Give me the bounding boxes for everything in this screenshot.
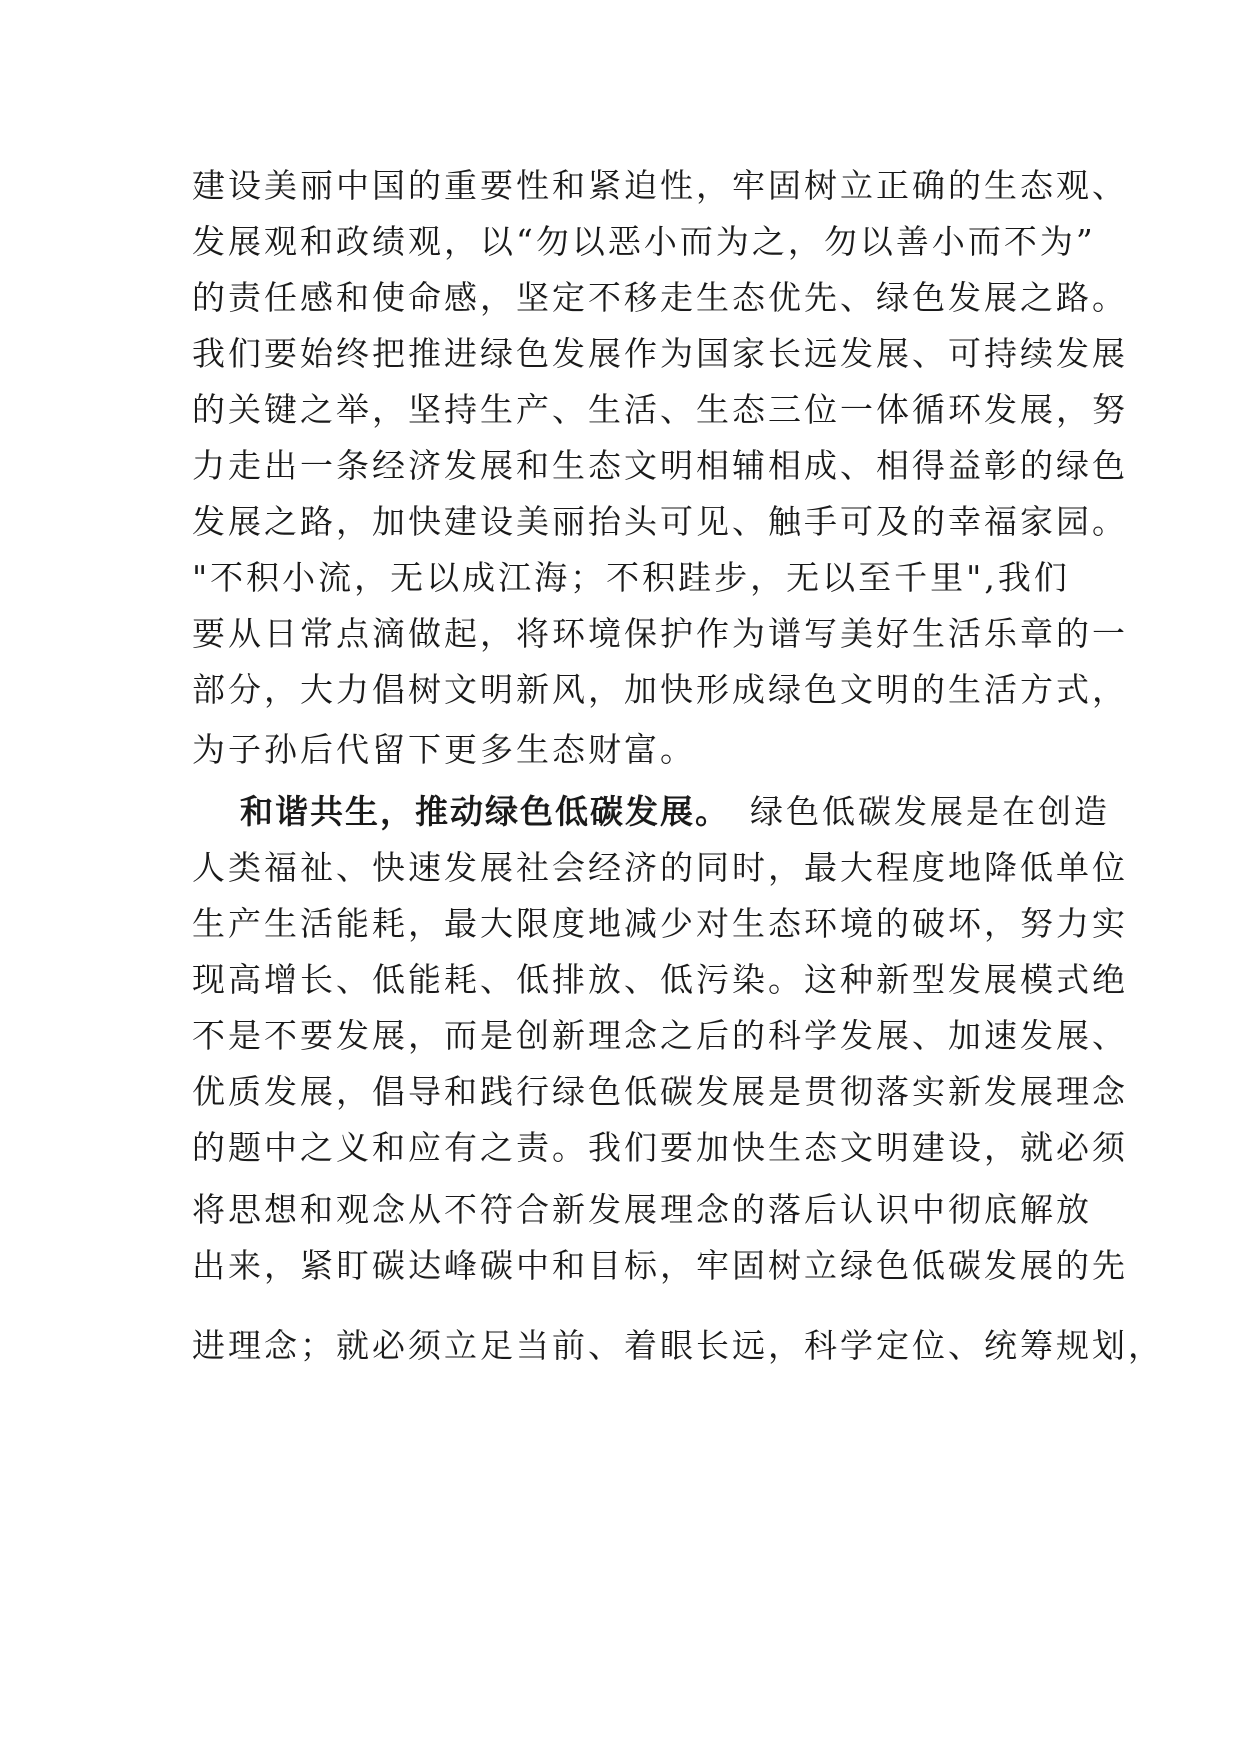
paragraph2-first-line-text: 绿色低碳发展是在创造 <box>750 792 1110 831</box>
paragraph1-line-10: 部分，大力倡树文明新风，加快形成绿色文明的生活方式， <box>192 670 1128 709</box>
paragraph2-line-7: 的题中之义和应有之责。我们要加快生态文明建设，就必须 <box>192 1128 1128 1167</box>
paragraph1-line-8: "不积小流，无以成江海；不积跬步，无以至千里",我们 <box>192 558 1070 597</box>
paragraph2-line-2: 人类福祉、快速发展社会经济的同时，最大程度地降低单位 <box>192 848 1128 887</box>
paragraph1-line-7: 发展之路，加快建设美丽抬头可见、触手可及的幸福家园。 <box>192 502 1128 541</box>
paragraph1-line-3: 的责任感和使命感，坚定不移走生态优先、绿色发展之路。 <box>192 278 1128 317</box>
paragraph2-first-line <box>240 792 1110 832</box>
paragraph1-line-6: 力走出一条经济发展和生态文明相辅相成、相得益彰的绿色 <box>192 446 1128 485</box>
paragraph1-line-11: 为子孙后代留下更多生态财富。 <box>192 730 696 769</box>
paragraph2-line-3: 生产生活能耗，最大限度地减少对生态环境的破坏，努力实 <box>192 904 1128 943</box>
paragraph2-line-10: 进理念；就必须立足当前、着眼长远，科学定位、统筹规划， <box>192 1326 1164 1365</box>
paragraph2-line-4: 现高增长、低能耗、低排放、低污染。这种新型发展模式绝 <box>192 960 1128 999</box>
paragraph2-line-5: 不是不要发展，而是创新理念之后的科学发展、加速发展、 <box>192 1016 1128 1055</box>
paragraph1-line-1: 建设美丽中国的重要性和紧迫性，牢固树立正确的生态观、 <box>192 166 1128 205</box>
paragraph2-line-9: 出来，紧盯碳达峰碳中和目标，牢固树立绿色低碳发展的先 <box>192 1246 1128 1285</box>
paragraph1-line-9: 要从日常点滴做起，将环境保护作为谱写美好生活乐章的一 <box>192 614 1128 653</box>
paragraph1-line-2: 发展观和政绩观，以“勿以恶小而为之，勿以善小而不为” <box>192 222 1096 261</box>
paragraph1-line-4: 我们要始终把推进绿色发展作为国家长远发展、可持续发展 <box>192 334 1128 373</box>
paragraph2-heading: 和谐共生，推动绿色低碳发展。 <box>240 792 730 831</box>
paragraph2-line-8: 将思想和观念从不符合新发展理念的落后认识中彻底解放 <box>192 1190 1092 1229</box>
paragraph1-line-5: 的关键之举，坚持生产、生活、生态三位一体循环发展，努 <box>192 390 1128 429</box>
paragraph2-line-6: 优质发展，倡导和践行绿色低碳发展是贯彻落实新发展理念 <box>192 1072 1128 1111</box>
